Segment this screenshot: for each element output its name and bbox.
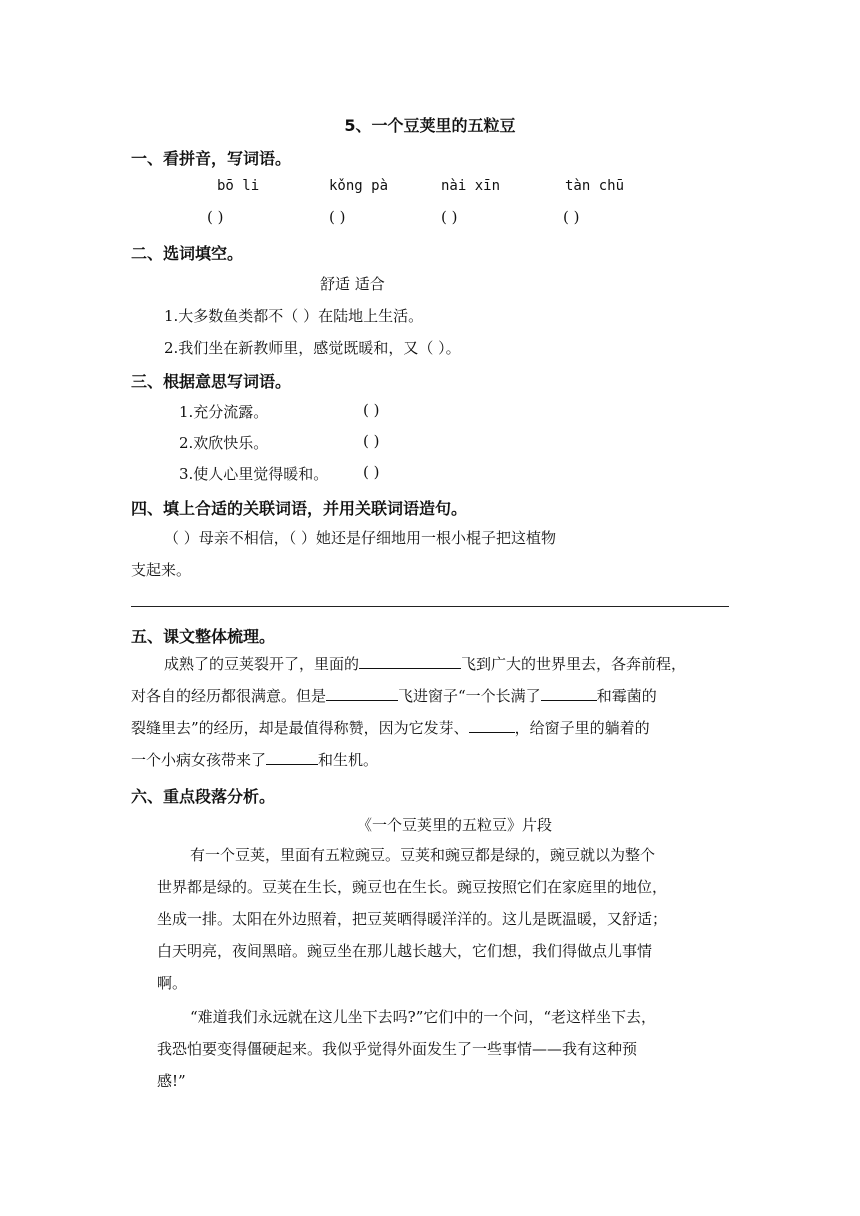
fill-blank bbox=[359, 652, 461, 669]
summary-text: 裂缝里去”的经历，却是最值得称赞，因为它发芽、 bbox=[131, 719, 469, 737]
meaning-2-paren: ( ) bbox=[363, 432, 380, 450]
excerpt-p1-line-4: 白天明亮，夜间黑暗。豌豆坐在那儿越长越大，它们想，我们得做点儿事情 bbox=[157, 942, 653, 960]
meaning-2: 2.欢欣快乐。 bbox=[179, 434, 269, 452]
section-1-heading: 一、看拼音，写词语。 bbox=[131, 149, 292, 168]
pinyin-4: tàn chū bbox=[565, 178, 625, 194]
excerpt-p2-line-2: 我恐怕要变得僵硬起来。我似乎觉得外面发生了一些事情——我有这种预 bbox=[157, 1040, 638, 1058]
excerpt-p1-line-1: 有一个豆荚，里面有五粒豌豆。豆荚和豌豆都是绿的，豌豆就以为整个 bbox=[190, 846, 656, 864]
summary-text: 对各自的经历都很满意。但是 bbox=[131, 687, 327, 705]
excerpt-p1-line-3: 坐成一排。太阳在外边照着，把豆荚晒得暖洋洋的。这儿是既温暖，又舒适； bbox=[157, 910, 668, 928]
summary-text: 一个小病女孩带来了 bbox=[131, 751, 267, 769]
summary-text: 成熟了的豆荚裂开了，里面的 bbox=[164, 655, 360, 673]
page-title: 5、一个豆荚里的五粒豆 bbox=[344, 116, 516, 135]
summary-text: ，给窗子里的躺着的 bbox=[514, 719, 650, 737]
answer-paren-4: ( ) bbox=[563, 208, 580, 226]
section-6-heading: 六、重点段落分析。 bbox=[131, 787, 276, 806]
excerpt-p2-line-3: 感!” bbox=[157, 1072, 186, 1090]
conjunction-line-2: 支起来。 bbox=[131, 561, 192, 579]
excerpt-p2-line-1: “难道我们永远就在这儿坐下去吗?”它们中的一个问，“老这样坐下去， bbox=[190, 1008, 657, 1026]
meaning-1: 1.充分流露。 bbox=[179, 403, 269, 421]
answer-paren-1: ( ) bbox=[207, 208, 224, 226]
summary-text: 飞到广大的世界里去，各奔前程， bbox=[461, 655, 687, 673]
summary-text: 和生机。 bbox=[318, 751, 379, 769]
excerpt-title: 《一个豆荚里的五粒豆》片段 bbox=[357, 816, 553, 834]
summary-line-1 bbox=[164, 648, 686, 680]
summary-text: 和霉菌的 bbox=[596, 687, 657, 705]
section-3-heading: 三、根据意思写词语。 bbox=[131, 372, 292, 391]
fill-blank bbox=[541, 684, 597, 701]
conjunction-line-1: （ ）母亲不相信，（ ）她还是仔细地用一根小棍子把这植物 bbox=[164, 529, 557, 547]
answer-paren-2: ( ) bbox=[329, 208, 346, 226]
pinyin-1: bō li bbox=[217, 178, 260, 194]
question-2-2: 2.我们坐在新教师里，感觉既暖和，又（ ）。 bbox=[164, 339, 461, 357]
answer-writing-line bbox=[131, 606, 729, 607]
fill-blank bbox=[469, 716, 515, 733]
excerpt-p1-line-2: 世界都是绿的。豆荚在生长，豌豆也在生长。豌豆按照它们在家庭里的地位， bbox=[157, 878, 668, 896]
meaning-3-paren: ( ) bbox=[363, 463, 380, 481]
excerpt-p1-line-5: 啊。 bbox=[157, 974, 188, 992]
summary-line-2 bbox=[131, 680, 657, 712]
summary-line-3 bbox=[131, 712, 650, 744]
answer-paren-3: ( ) bbox=[441, 208, 458, 226]
word-choices: 舒适 适合 bbox=[320, 275, 385, 293]
pinyin-2: kǒng pà bbox=[329, 178, 389, 194]
fill-blank bbox=[266, 748, 318, 765]
section-2-heading: 二、选词填空。 bbox=[131, 244, 244, 263]
meaning-3: 3.使人心里觉得暖和。 bbox=[179, 465, 329, 483]
meaning-1-paren: ( ) bbox=[363, 401, 380, 419]
section-5-heading: 五、课文整体梳理。 bbox=[131, 627, 276, 646]
summary-line-4 bbox=[131, 744, 378, 776]
section-4-heading: 四、填上合适的关联词语，并用关联词语造句。 bbox=[131, 499, 468, 518]
question-2-1: 1.大多数鱼类都不（ ）在陆地上生活。 bbox=[164, 307, 424, 325]
summary-text: 飞进窗子“一个长满了 bbox=[398, 687, 541, 705]
pinyin-3: nài xīn bbox=[441, 178, 501, 194]
fill-blank bbox=[326, 684, 398, 701]
